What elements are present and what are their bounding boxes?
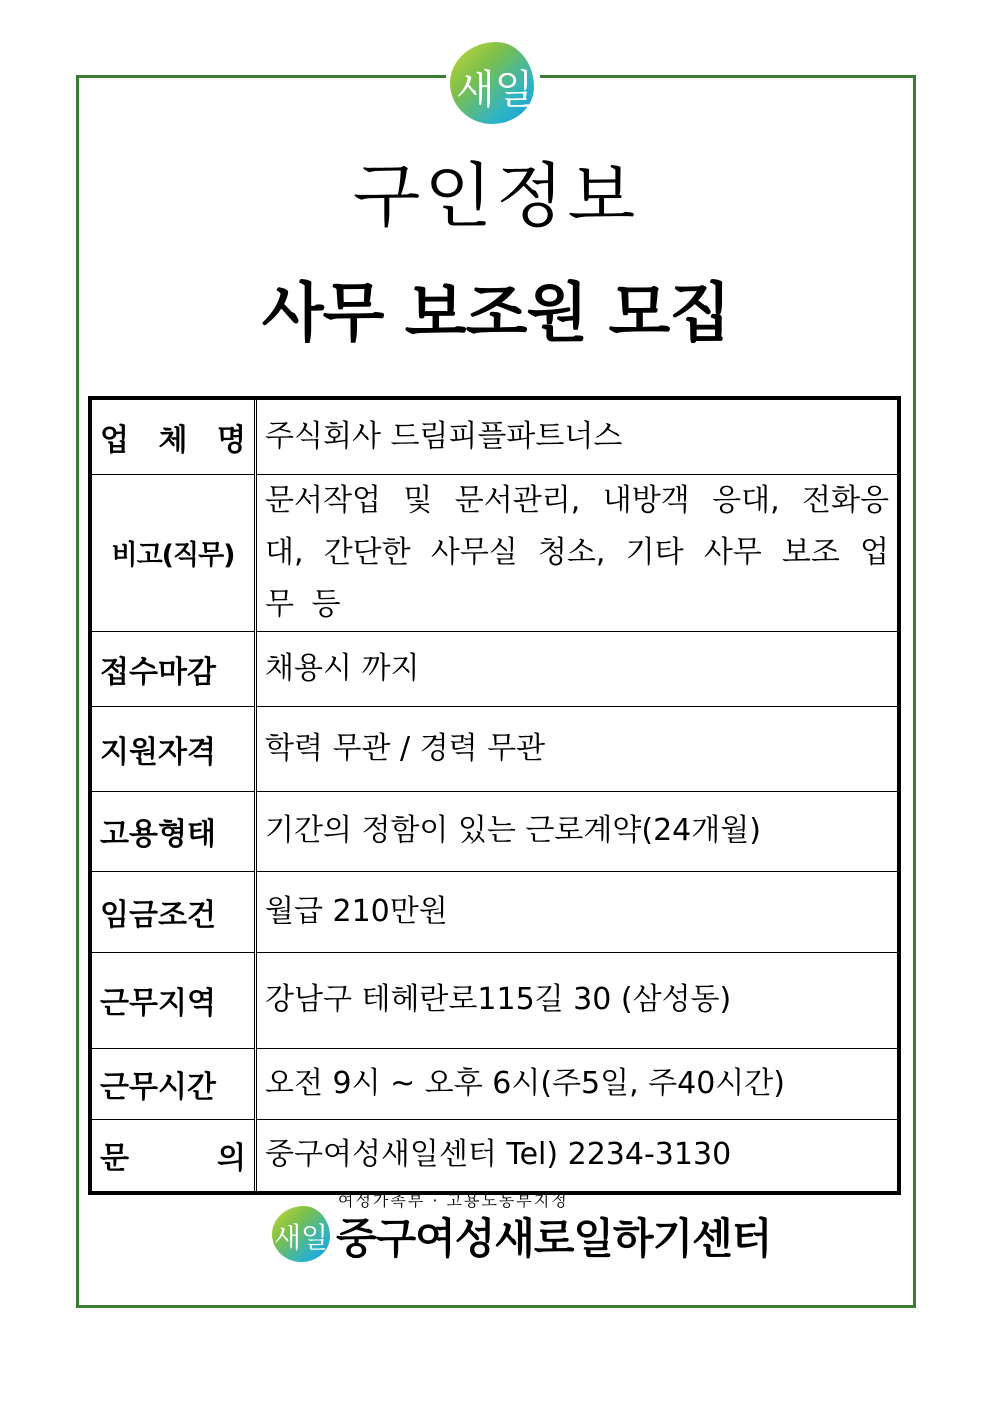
table-row [90,1119,899,1193]
row-label: 비고(직무) [90,474,256,631]
row-label: 접수마감 [90,631,256,706]
page-subtitle: 사무 보조원 모집 [261,277,731,351]
row-label: 지원자격 [90,706,256,791]
row-value: 강남구 테헤란로115길 30 (삼성동) [256,952,900,1048]
row-value: 월급 210만원 [256,871,900,952]
row-label: 업 체 명 [90,398,256,474]
row-value: 중구여성새일센터 Tel) 2234-3130 [256,1119,900,1193]
row-value: 기간의 정함이 있는 근로계약(24개월) [256,791,900,871]
footer-center-name: 중구여성새로일하기센터 [336,1214,772,1263]
table-row [90,1048,899,1119]
row-label: 임금조건 [90,871,256,952]
footer-designation: 여성가족부 · 고용노동부지정 [338,1191,569,1210]
table-row [90,791,899,871]
footer-logo-text: 새일 [274,1221,329,1254]
table-row [90,952,899,1048]
row-value: 문서작업 및 문서관리, 내방객 응대, 전화응대, 간단한 사무실 청소, 기타 사무 보조 업무 등 [256,474,900,631]
row-label: 근무지역 [90,952,256,1048]
row-value: 학력 무관 / 경력 무관 [256,706,900,791]
row-value: 오전 9시 ~ 오후 6시(주5일, 주40시간) [256,1048,900,1119]
saeil-logo [446,40,540,130]
table-row [90,631,899,706]
row-label: 근무시간 [90,1048,256,1119]
row-value: 채용시 까지 [256,631,900,706]
row-label: 고용형태 [90,791,256,871]
table-row [90,474,899,631]
job-info-table [88,396,901,1195]
row-value: 주식회사 드림피플파트너스 [256,398,900,474]
page-title: 구인정보 [352,155,640,237]
table-row [90,706,899,791]
footer-saeil-logo [272,1206,334,1264]
table-row [90,871,899,952]
row-label: 문 의 [90,1119,256,1193]
table-row [90,398,899,474]
logo-text: 새일 [456,67,534,113]
